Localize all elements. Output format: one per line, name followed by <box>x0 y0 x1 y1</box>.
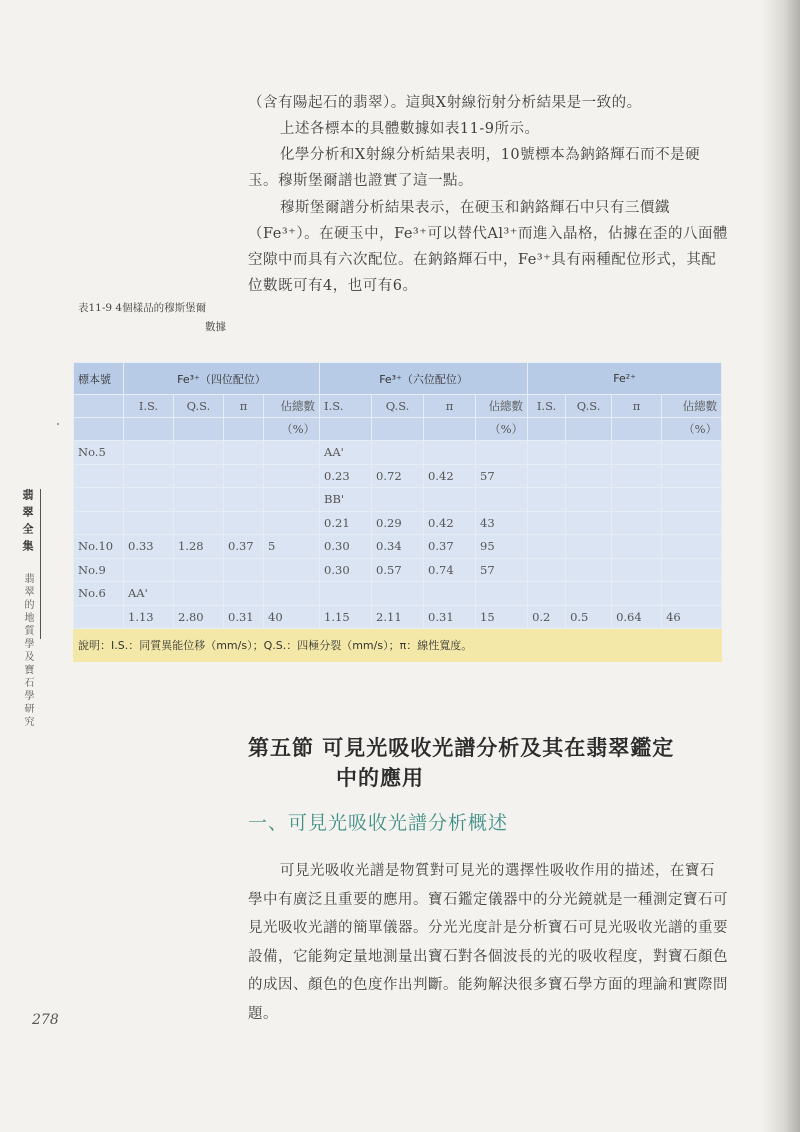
paragraph-2: 上述各標本的具體數據如表11-9所示。 <box>279 121 540 137</box>
table-cell <box>224 558 264 582</box>
subheader-total: 佔總數 <box>264 395 320 418</box>
subheader-pi: π <box>424 395 476 418</box>
table-cell: 0.64 <box>612 605 662 629</box>
table-cell <box>528 582 566 606</box>
table-subheader-row <box>74 395 722 418</box>
table-cell: 5 <box>264 535 320 559</box>
table-cell: 0.5 <box>566 605 612 629</box>
table-cell <box>528 535 566 559</box>
table-cell <box>372 582 424 606</box>
table-cell: 2.80 <box>174 605 224 629</box>
table-row <box>74 535 722 559</box>
table-cell: 0.31 <box>224 605 264 629</box>
table-cell-sample: No.5 <box>74 441 124 465</box>
table-subheader-unit-row <box>74 418 722 441</box>
table-cell <box>174 441 224 465</box>
table-cell <box>224 511 264 535</box>
table-cell <box>224 441 264 465</box>
table-cell <box>662 488 722 512</box>
table-cell <box>476 582 528 606</box>
subheader-total: 佔總數 <box>476 395 528 418</box>
table-cell <box>124 488 174 512</box>
table-cell <box>662 582 722 606</box>
table-cell <box>662 464 722 488</box>
table-cell: 1.28 <box>174 535 224 559</box>
subheader-pi: π <box>224 395 264 418</box>
table-cell: AA' <box>124 582 174 606</box>
table-cell: 0.37 <box>424 535 476 559</box>
section-title <box>248 733 738 793</box>
table-cell <box>264 488 320 512</box>
table-cell: 1.13 <box>124 605 174 629</box>
header-fe3-octahedral: Fe³⁺（六位配位） <box>320 363 528 395</box>
table-cell <box>566 488 612 512</box>
table-caption-line1: 表11-9 4個樣品的穆斯堡爾 <box>78 302 207 314</box>
table-cell <box>264 582 320 606</box>
table-cell <box>372 441 424 465</box>
table-cell <box>612 558 662 582</box>
table-cell: 0.23 <box>320 464 372 488</box>
table-cell <box>612 535 662 559</box>
table-cell: 0.72 <box>372 464 424 488</box>
subheader-unit: （%） <box>264 418 320 441</box>
table-cell <box>476 441 528 465</box>
table-cell-sample <box>74 511 124 535</box>
table-caption-line2: 數據 <box>205 321 226 333</box>
table-cell-sample: No.9 <box>74 558 124 582</box>
table-cell <box>566 511 612 535</box>
table-cell: 46 <box>662 605 722 629</box>
table-cell <box>264 464 320 488</box>
table-cell: 15 <box>476 605 528 629</box>
header-sample-no: 標本號 <box>74 363 124 395</box>
page-number: 278 <box>32 1012 59 1028</box>
subheader-qs: Q.S. <box>566 395 612 418</box>
table-cell <box>528 488 566 512</box>
table-cell <box>662 511 722 535</box>
table-note: 說明：I.S.：同質異能位移（mm/s）；Q.S.：四極分裂（mm/s）；π：線性寬度。 <box>74 629 722 662</box>
table-cell: 57 <box>476 464 528 488</box>
table-cell <box>612 488 662 512</box>
page-gutter-shadow <box>762 0 800 1132</box>
table-cell: 0.30 <box>320 535 372 559</box>
table-cell: AA' <box>320 441 372 465</box>
table-note-row <box>74 629 722 662</box>
table-header-row <box>74 363 722 395</box>
table-cell: 0.33 <box>124 535 174 559</box>
table-cell: BB' <box>320 488 372 512</box>
subsection-heading: 一、可見光吸收光譜分析概述 <box>248 812 509 834</box>
table-cell <box>528 558 566 582</box>
table-cell <box>174 558 224 582</box>
table-cell <box>566 535 612 559</box>
table-cell: 0.29 <box>372 511 424 535</box>
table-cell <box>264 558 320 582</box>
table-cell <box>264 441 320 465</box>
section-body: 可見光吸收光譜是物質對可見光的選擇性吸收作用的描述，在寶石學中有廣泛且重要的應用。寶石鑑定儀器中的分光鏡就是一種測定寶石可見光吸收光譜的簡單儀器。分光光度計是分析寶石可見光吸收光譜的重要設備，它能夠定量地測量出寶石對各個波長的光的吸收程度，對寶石顏色的成因、顏色的色度作出判斷。能夠解決很多寶石學方面的理論和實際問題。 <box>248 863 728 1022</box>
table-row <box>74 511 722 535</box>
mossbauer-table <box>73 362 722 662</box>
table-row <box>74 488 722 512</box>
subheader-total: 佔總數 <box>662 395 722 418</box>
table-cell: 95 <box>476 535 528 559</box>
table-cell <box>528 464 566 488</box>
table-cell <box>174 511 224 535</box>
table-cell <box>424 441 476 465</box>
table-cell <box>124 511 174 535</box>
table-cell: 0.31 <box>424 605 476 629</box>
table-cell: 0.37 <box>224 535 264 559</box>
table-caption <box>78 299 228 337</box>
table-row <box>74 582 722 606</box>
header-fe2: Fe²⁺ <box>528 363 722 395</box>
table-cell <box>612 464 662 488</box>
table-cell <box>224 488 264 512</box>
table-cell <box>424 582 476 606</box>
table-cell: 43 <box>476 511 528 535</box>
subheader-is: I.S. <box>124 395 174 418</box>
table-cell <box>174 582 224 606</box>
subheader-unit: （%） <box>476 418 528 441</box>
table-cell: 0.74 <box>424 558 476 582</box>
table-cell <box>224 464 264 488</box>
subheader-pi: π <box>612 395 662 418</box>
sidebar-book-title: 翡翠全集 <box>21 489 34 557</box>
table-cell <box>528 441 566 465</box>
table-cell <box>566 464 612 488</box>
table-cell <box>528 511 566 535</box>
table-cell-sample: No.6 <box>74 582 124 606</box>
table-cell: 0.30 <box>320 558 372 582</box>
paragraph-4: 穆斯堡爾譜分析結果表示，在硬玉和鈉鉻輝石中只有三價鐵（Fe³⁺）。在硬玉中，Fe³⁺可以替代Al³⁺而進入晶格，佔據在歪的八面體空隙中而具有六次配位。在鈉鉻輝石中，Fe³⁺具有兩種配位形式，其配位數既可有4，也可有6。 <box>248 200 728 294</box>
table-cell <box>566 441 612 465</box>
section-title-line2: 中的應用 <box>336 765 424 790</box>
table-cell <box>566 582 612 606</box>
table-cell <box>224 582 264 606</box>
table-cell: 2.11 <box>372 605 424 629</box>
table-cell <box>124 558 174 582</box>
table-cell: 1.15 <box>320 605 372 629</box>
table-cell: 40 <box>264 605 320 629</box>
table-cell <box>612 511 662 535</box>
table-cell-sample <box>74 605 124 629</box>
table-cell <box>124 441 174 465</box>
table-cell: 0.34 <box>372 535 424 559</box>
table-cell <box>264 511 320 535</box>
table-cell <box>174 464 224 488</box>
table-cell <box>662 558 722 582</box>
subheader-qs: Q.S. <box>174 395 224 418</box>
table-cell <box>662 535 722 559</box>
table-cell <box>612 582 662 606</box>
subheader-unit: （%） <box>662 418 722 441</box>
table-cell: 0.2 <box>528 605 566 629</box>
table-cell <box>612 441 662 465</box>
table-cell <box>174 488 224 512</box>
table-cell <box>662 441 722 465</box>
speck <box>57 423 59 425</box>
header-fe3-tetrahedral: Fe³⁺（四位配位） <box>124 363 320 395</box>
table-cell <box>320 582 372 606</box>
table-row <box>74 558 722 582</box>
table-cell-sample <box>74 488 124 512</box>
table-cell <box>476 488 528 512</box>
subheader-is: I.S. <box>528 395 566 418</box>
table-row <box>74 464 722 488</box>
table-cell: 0.21 <box>320 511 372 535</box>
sidebar-rule <box>40 489 41 639</box>
sidebar-chapter-title: 翡翠的地質學及寶石學研究 <box>22 573 33 729</box>
subheader-qs: Q.S. <box>372 395 424 418</box>
sidebar <box>14 489 42 729</box>
table-cell <box>372 488 424 512</box>
table-row <box>74 441 722 465</box>
subheader-is: I.S. <box>320 395 372 418</box>
table-row <box>74 605 722 629</box>
section-title-line1: 第五節 可見光吸收光譜分析及其在翡翠鑑定 <box>248 735 675 760</box>
table-cell: 0.57 <box>372 558 424 582</box>
table-cell <box>424 488 476 512</box>
table-cell-sample: No.10 <box>74 535 124 559</box>
table-cell: 57 <box>476 558 528 582</box>
paragraph-1: （含有陽起石的翡翠）。這與X射線衍射分析結果是一致的。 <box>248 95 642 111</box>
table-cell-sample <box>74 464 124 488</box>
table-cell <box>124 464 174 488</box>
table-cell: 0.42 <box>424 464 476 488</box>
paragraph-3: 化學分析和X射線分析結果表明，10號標本為鈉鉻輝石而不是硬玉。穆斯堡爾譜也證實了這一點。 <box>248 147 701 189</box>
table-cell: 0.42 <box>424 511 476 535</box>
table-cell <box>566 558 612 582</box>
